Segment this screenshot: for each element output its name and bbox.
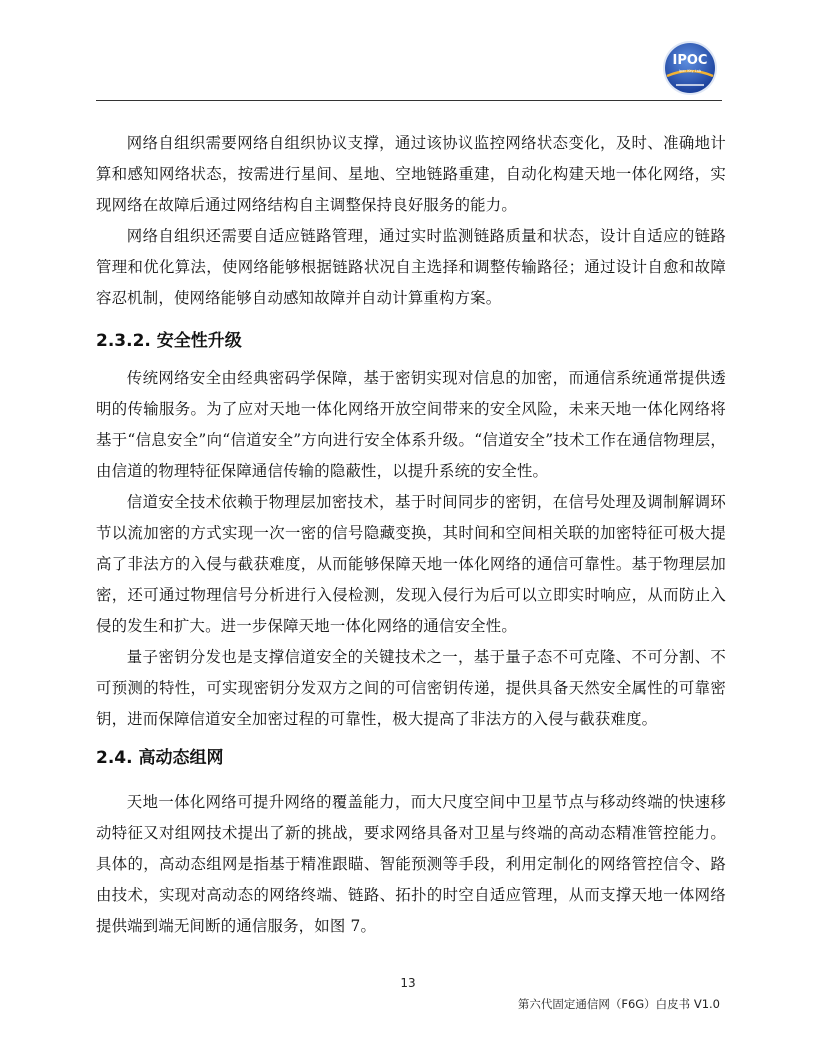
paragraph: 传统网络安全由经典密码学保障，基于密钥实现对信息的加密，而通信系统通常提供透明的传输服务。为了应对天地一体化网络开放空间带来的安全风险，未来天地一体化网络将基于“信息安全”向“信道安全”方向进行安全体系升级。“信道安全”技术工作在通信物理层，由信道的物理特征保障通信传输的隐蔽性，以提升系统的安全性。 <box>96 369 726 480</box>
svg-text:Ipoc Key Lab: Ipoc Key Lab <box>678 69 702 73</box>
paragraph: 量子密钥分发也是支撑信道安全的关键技术之一，基于量子态不可克隆、不可分割、不可预测的特性，可实现密钥分发双方之间的可信密钥传递，提供具备天然安全属性的可靠密钥，进而保障信道安全加密过程的可靠性，极大提高了非法方的入侵与截获难度。 <box>96 648 726 728</box>
section-heading: 2.3.2. 安全性升级 <box>96 331 242 351</box>
svg-text:IPOC: IPOC <box>672 53 708 68</box>
paragraph: 信道安全技术依赖于物理层加密技术，基于时间同步的密钥，在信号处理及调制解调环节以流加密的方式实现一次一密的信号隐藏变换，其时间和空间相关联的加密特征可极大提高了非法方的入侵与截获难度，从而能够保障天地一体化网络的通信可靠性。基于物理层加密，还可通过物理信号分析进行入侵检测，发现入侵行为后可以立即实时响应，从而防止入侵的发生和扩大。进一步保障天地一体化网络的通信安全性。 <box>96 493 726 635</box>
paragraph: 天地一体化网络可提升网络的覆盖能力，而大尺度空间中卫星节点与移动终端的快速移动特征又对组网技术提出了新的挑战，要求网络具备对卫星与终端的高动态精准管控能力。具体的，高动态组网是指基于精准跟瞄、智能预测等手段，利用定制化的网络管控信令、路由技术，实现对高动态的网络终端、链路、拓扑的时空自适应管理，从而支撑天地一体网络提供端到端无间断的通信服务，如图 7。 <box>96 793 726 935</box>
footer-doc-title: 第六代固定通信网（F6G）白皮书 V1.0 <box>517 997 720 1011</box>
page-number: 13 <box>400 976 416 990</box>
paragraph: 网络自组织还需要自适应链路管理，通过实时监测链路质量和状态，设计自适应的链路管理和优化算法，使网络能够根据链路状况自主选择和调整传输路径；通过设计自愈和故障容忍机制，使网络能够自动感知故障并自动计算重构方案。 <box>96 227 726 307</box>
paragraph: 网络自组织需要网络自组织协议支撑，通过该协议监控网络状态变化，及时、准确地计算和感知网络状态，按需进行星间、星地、空地链路重建，自动化构建天地一体化网络，实现网络在故障后通过网络结构自主调整保持良好服务的能力。 <box>96 134 726 214</box>
header-rule <box>96 100 722 101</box>
section-heading: 2.4. 高动态组网 <box>96 748 224 768</box>
document-body <box>96 128 726 942</box>
ipoc-logo <box>662 40 718 96</box>
